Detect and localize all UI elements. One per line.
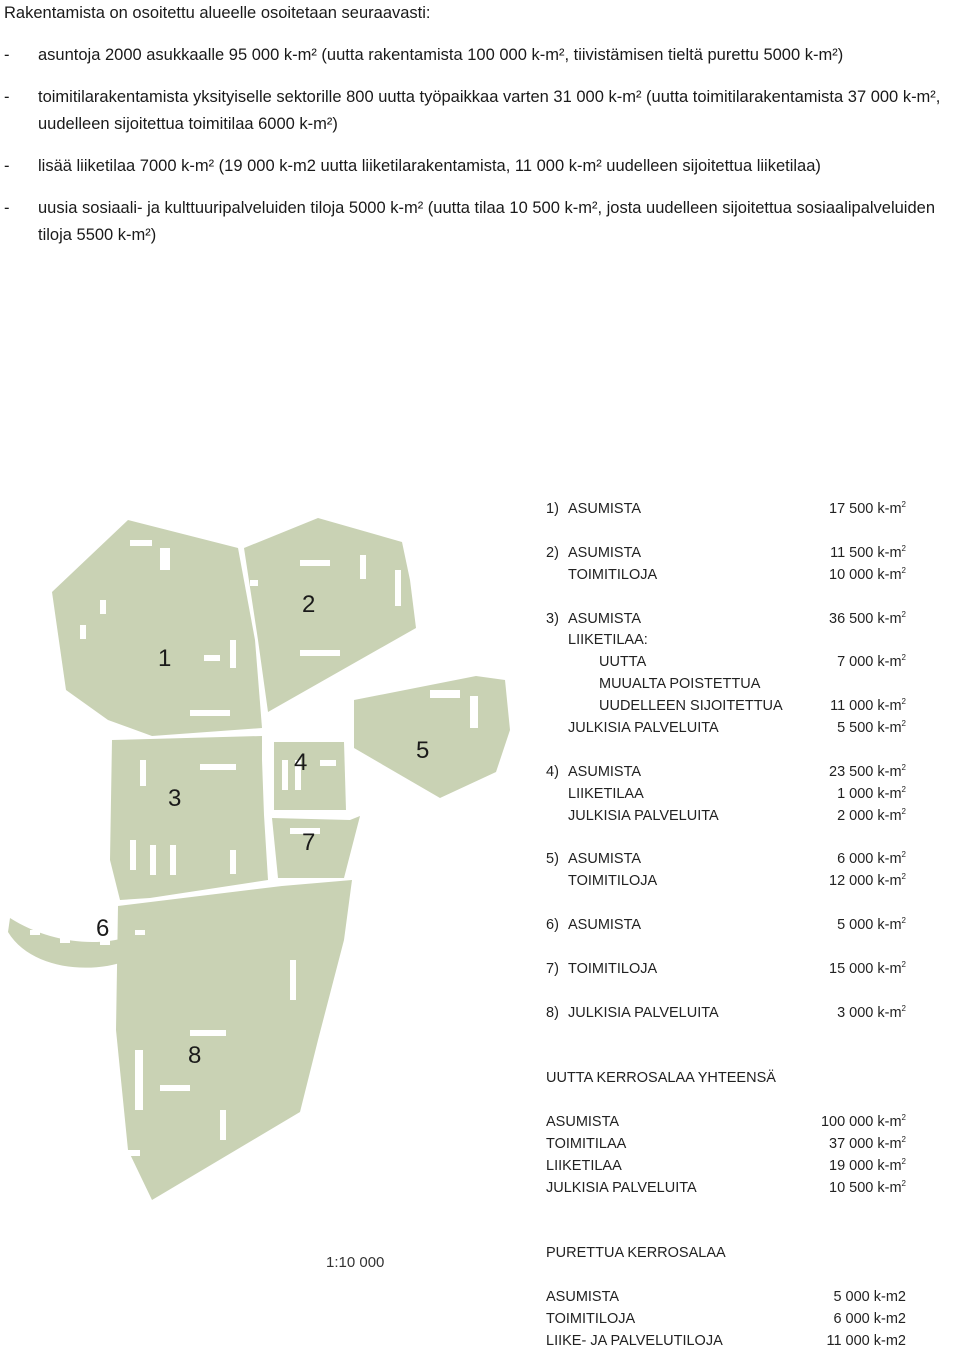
area-unit-sup: 2: [901, 653, 906, 663]
area-unit-sup: 2: [901, 1112, 906, 1122]
area-value: [833, 1308, 906, 1330]
area-label: TOIMITILOJA: [568, 873, 658, 890]
table-row: [546, 673, 906, 695]
totals-row: [546, 1155, 906, 1177]
area-label: UUTTA: [599, 654, 647, 671]
block-number: 2): [546, 544, 559, 561]
area-number: 7 000: [837, 654, 874, 671]
area-number: 5 000: [837, 917, 874, 934]
area-unit: k-m: [873, 960, 902, 977]
area-value: [829, 1133, 906, 1155]
bullet-text: asuntoja 2000 asukkaalle 95 000 k-m² (uutta rakentamista 100 000 k-m², tiivistämisen tieltä purettu 5000 k-m²): [38, 46, 844, 64]
map-label-7: 7: [302, 829, 316, 856]
table-row: [546, 848, 906, 870]
area-unit: k-m: [873, 1157, 902, 1174]
table-row: [546, 542, 906, 564]
area-unit: k-m: [873, 785, 902, 802]
area-unit-sup: 2: [901, 916, 906, 926]
block-number: 4): [546, 763, 559, 780]
totals-heading: PURETTUA KERROSALAA: [546, 1245, 726, 1261]
area-unit-sup: 2: [901, 500, 906, 510]
totals-row: [546, 1111, 906, 1133]
bullet-dash: -: [4, 46, 10, 64]
area-number: 10 000: [829, 566, 874, 583]
area-label: TOIMITILOJA: [568, 566, 658, 583]
totals-label: LIIKETILAA: [546, 1157, 622, 1174]
bullet-text: uusia sosiaali- ja kulttuuripalveluiden tiloja 5000 k-m² (uutta tilaa 10 500 k-m², josta uudelleen sijoitettua sosiaalipalveluiden tiloja 5500 k-m²): [38, 199, 936, 244]
area-value: [829, 1155, 906, 1177]
table-row: [546, 958, 906, 980]
site-plan-map: [0, 490, 540, 1220]
block-number: 7): [546, 960, 559, 977]
block-3: [110, 736, 268, 900]
area-unit: k-m: [873, 544, 902, 561]
area-number: 2 000: [837, 807, 874, 824]
area-label: ASUMISTA: [568, 501, 642, 517]
area-number: 5 000 k-m2: [833, 1288, 906, 1305]
area-unit-sup: 2: [901, 806, 906, 816]
area-number: 11 000 k-m2: [826, 1332, 906, 1349]
bullet-dash: -: [4, 88, 10, 106]
totals-heading: UUTTA KERROSALAA YHTEENSÄ: [546, 1070, 776, 1086]
area-number: 5 500: [837, 720, 874, 736]
block-number: 5): [546, 851, 559, 868]
totals-row: [546, 1133, 906, 1155]
totals-label: JULKISIA PALVELUITA: [546, 1179, 697, 1196]
area-unit: k-m: [873, 1113, 902, 1130]
area-unit-sup: 2: [901, 784, 906, 794]
table-row: [546, 1002, 906, 1024]
table-row: [546, 717, 906, 739]
area-unit: k-m: [873, 807, 902, 824]
area-number: 3 000: [837, 1004, 874, 1021]
table-row: [546, 914, 906, 936]
totals-label: ASUMISTA: [546, 1113, 620, 1130]
area-number: 11 500: [830, 544, 874, 561]
area-label: JULKISIA PALVELUITA: [568, 1004, 719, 1021]
area-value: [829, 870, 906, 892]
area-label: TOIMITILOJA: [568, 960, 658, 977]
table-row: [546, 498, 906, 520]
area-label: JULKISIA PALVELUITA: [568, 807, 719, 824]
area-unit-sup: 2: [901, 1003, 906, 1013]
intro-text: [4, 0, 956, 264]
totals-label: ASUMISTA: [546, 1288, 620, 1305]
area-label: ASUMISTA: [568, 544, 642, 561]
area-value: [830, 542, 906, 564]
area-number: 6 000 k-m2: [833, 1310, 906, 1327]
table-row: [546, 629, 906, 651]
area-unit: k-m: [873, 566, 902, 583]
area-value: [837, 848, 906, 870]
map-blocks: [8, 518, 510, 1200]
table-row: [546, 564, 906, 586]
intro-bullet: [4, 153, 956, 180]
area-value: [821, 1111, 906, 1133]
totals-row: [546, 1308, 906, 1330]
area-label: MUUALTA POISTETTUA: [599, 676, 761, 693]
area-unit-sup: 2: [901, 565, 906, 575]
map-label-8: 8: [188, 1042, 202, 1069]
totals-label: LIIKE- JA PALVELUTILOJA: [546, 1332, 723, 1349]
area-number: 36 500: [829, 610, 874, 627]
area-value: [837, 651, 906, 673]
map-label-3: 3: [168, 785, 182, 812]
area-unit: k-m: [873, 1179, 902, 1196]
block-number: 8): [546, 1004, 559, 1021]
map-label-6: 6: [96, 915, 110, 942]
intro-lead: Rakentamista on osoitettu alueelle osoitetaan seuraavasti:: [4, 4, 431, 22]
area-number: 23 500: [829, 763, 874, 780]
area-unit: k-m: [873, 501, 902, 517]
area-unit: k-m: [873, 851, 902, 868]
block-2: [244, 518, 416, 712]
block-8: [116, 880, 352, 1200]
map-label-5: 5: [416, 737, 430, 764]
totals-row: [546, 1330, 906, 1352]
area-unit: k-m: [873, 698, 902, 715]
area-value: [830, 695, 906, 717]
intro-bullet: [4, 42, 956, 69]
area-value: [829, 608, 906, 630]
bullet-dash: -: [4, 157, 10, 175]
area-value: [829, 958, 906, 980]
area-unit-sup: 2: [901, 697, 906, 707]
area-label: LIIKETILAA:: [568, 632, 648, 649]
area-unit-sup: 2: [901, 762, 906, 772]
area-value: [837, 1002, 906, 1024]
table-row: [546, 783, 906, 805]
area-unit: k-m: [873, 720, 902, 736]
table-row: [546, 805, 906, 827]
map-label-1: 1: [158, 645, 172, 672]
area-unit: k-m: [873, 1135, 902, 1152]
map-label-2: 2: [302, 591, 316, 618]
area-unit-sup: 2: [901, 1134, 906, 1144]
area-number: 6 000: [837, 851, 874, 868]
table-row: [546, 695, 906, 717]
area-label: UUDELLEEN SIJOITETTUA: [599, 698, 783, 715]
map-scale: 1:10 000: [326, 1254, 385, 1271]
bullet-dash: -: [4, 199, 10, 217]
totals-row: [546, 1286, 906, 1308]
area-unit: k-m: [873, 1004, 902, 1021]
block-number: 6): [546, 917, 559, 934]
intro-bullet: [4, 84, 956, 138]
totals-label: TOIMITILAA: [546, 1135, 627, 1152]
area-number: 37 000: [829, 1135, 874, 1152]
area-value: [829, 1177, 906, 1199]
area-value: [837, 783, 906, 805]
area-value: [829, 564, 906, 586]
area-label: LIIKETILAA: [568, 785, 644, 802]
area-number: 11 000: [830, 698, 874, 715]
area-label: ASUMISTA: [568, 610, 642, 627]
area-number: 15 000: [829, 960, 874, 977]
bullet-text: lisää liiketilaa 7000 k-m² (19 000 k-m2 uutta liiketilarakentamista, 11 000 k-m² uudelleen sijoitettua liiketilaa): [38, 157, 821, 175]
area-unit-sup: 2: [901, 872, 906, 882]
area-unit-sup: 2: [901, 609, 906, 619]
table-row: [546, 761, 906, 783]
area-value: [826, 1330, 906, 1352]
table-row: [546, 870, 906, 892]
bullet-text: toimitilarakentamista yksityiselle sektorille 800 uutta työpaikkaa varten 31 000 k-m² (uutta toimitilarakentamista 37 000 k-m², uudelleen sijoitettua toimitilaa 6000 k-m²): [38, 88, 941, 133]
totals-label: TOIMITILOJA: [546, 1310, 636, 1327]
area-unit-sup: 2: [901, 960, 906, 970]
area-value: [837, 914, 906, 936]
block-number: 3): [546, 610, 559, 627]
table-row: [546, 651, 906, 673]
area-value: [837, 717, 906, 739]
totals-row: [546, 1177, 906, 1199]
area-unit: k-m: [873, 763, 902, 780]
area-unit-sup: 2: [901, 1156, 906, 1166]
area-value: [829, 498, 906, 520]
map-label-4: 4: [294, 749, 308, 776]
area-number: 100 000: [820, 1113, 874, 1130]
area-number: 10 500: [829, 1179, 874, 1196]
area-unit: k-m: [873, 654, 902, 671]
area-unit-sup: 2: [901, 850, 906, 860]
area-number: 12 000: [829, 873, 874, 890]
block-7: [272, 816, 360, 878]
table-row: [546, 608, 906, 630]
area-number: 1 000: [837, 785, 874, 802]
area-label: ASUMISTA: [568, 851, 642, 868]
area-number: 19 000: [829, 1157, 874, 1174]
area-unit-sup: 2: [901, 1178, 906, 1188]
area-value: [829, 761, 906, 783]
area-unit-sup: 2: [901, 719, 906, 729]
area-value: [837, 805, 906, 827]
area-number: 17 500: [829, 501, 874, 517]
area-label: JULKISIA PALVELUITA: [568, 720, 719, 736]
area-label: ASUMISTA: [568, 917, 642, 934]
area-value: [833, 1286, 906, 1308]
area-label: ASUMISTA: [568, 763, 642, 780]
area-unit-sup: 2: [901, 543, 906, 553]
intro-bullet: [4, 195, 956, 249]
area-unit: k-m: [873, 873, 902, 890]
area-unit: k-m: [873, 917, 902, 934]
area-unit: k-m: [873, 610, 902, 627]
block-number: 1): [546, 501, 559, 517]
